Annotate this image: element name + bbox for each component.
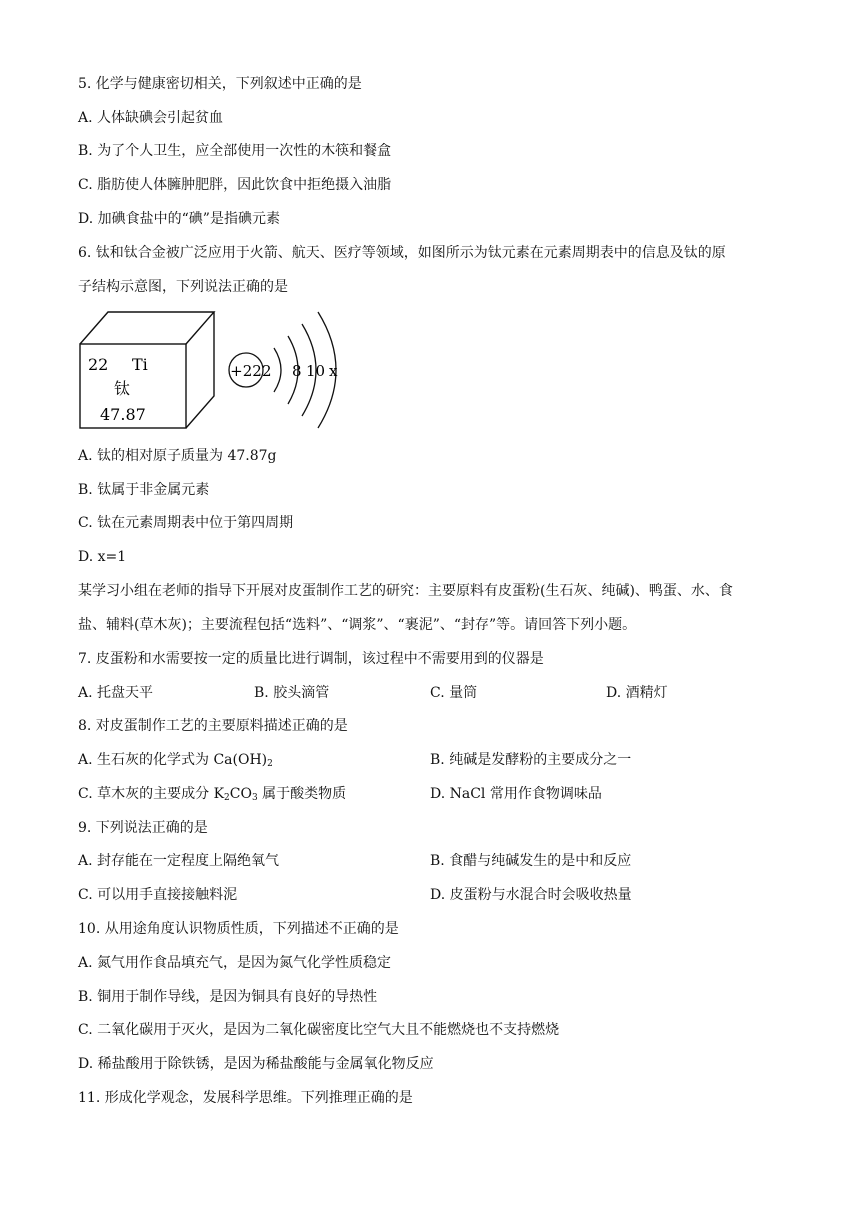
shell-2-electrons: 8 (292, 362, 302, 380)
q7-option-a: A. 托盘天平 (78, 685, 154, 701)
nucleus-charge: +22 (230, 362, 262, 380)
q9-option-b: B. 食醋与纯碱发生的是中和反应 (430, 853, 632, 869)
q6-option-c: C. 钛在元素周期表中位于第四周期 (78, 515, 294, 531)
q8-option-d: D. NaCl 常用作食物调味品 (430, 786, 602, 802)
q9-option-c: C. 可以用手直接接触料泥 (78, 887, 238, 903)
q7-stem: 7. 皮蛋粉和水需要按一定的质量比进行调制，该过程中不需要用到的仪器是 (78, 651, 544, 667)
q10-option-d: D. 稀盐酸用于除铁锈，是因为稀盐酸能与金属氧化物反应 (78, 1056, 434, 1072)
q10-option-c: C. 二氧化碳用于灭火，是因为二氧化碳密度比空气大且不能燃烧也不支持燃烧 (78, 1022, 560, 1038)
q8-option-b: B. 纯碱是发酵粉的主要成分之一 (430, 752, 632, 768)
q9-option-d: D. 皮蛋粉与水混合时会吸收热量 (430, 887, 632, 903)
titanium-element-diagram (78, 306, 378, 436)
q5-stem: 5. 化学与健康密切相关，下列叙述中正确的是 (78, 76, 362, 92)
q7-option-b: B. 胶头滴管 (254, 685, 330, 701)
q8-option-a: A. 生石灰的化学式为 $Ca(OH)_2$ (78, 752, 273, 769)
q8-stem: 8. 对皮蛋制作工艺的主要原料描述正确的是 (78, 718, 348, 734)
shell-4-electrons: x (329, 362, 338, 380)
q9-option-a: A. 封存能在一定程度上隔绝氧气 (78, 853, 280, 869)
q6-option-a: A. 钛的相对原子质量为 47.87g (78, 448, 277, 464)
electron-shells (274, 312, 336, 428)
q10-option-a: A. 氮气用作食品填充气，是因为氮气化学性质稳定 (78, 955, 392, 971)
element-symbol: Ti (132, 355, 148, 374)
q11-stem: 11. 形成化学观念，发展科学思维。下列推理正确的是 (78, 1090, 413, 1106)
q5-option-b: B. 为了个人卫生，应全部使用一次性的木筷和餐盒 (78, 143, 392, 159)
q5-option-d: D. 加碘食盐中的“碘”是指碘元素 (78, 211, 280, 227)
shell-3-electrons: 10 (306, 362, 326, 380)
atomic-number: 22 (88, 355, 109, 374)
passage-line2: 盐、辅料(草木灰)；主要流程包括“选料”、“调浆”、“裹泥”、“封存”等。请回答下列小题。 (78, 617, 637, 633)
passage-line1: 某学习小组在老师的指导下开展对皮蛋制作工艺的研究：主要原料有皮蛋粉(生石灰、纯碱)、鸭蛋、水、食 (78, 583, 733, 599)
atomic-mass: 47.87 (100, 405, 146, 424)
q5-option-c: C. 脂肪使人体臃肿肥胖，因此饮食中拒绝摄入油脂 (78, 177, 392, 193)
shell-1-electrons: 2 (262, 362, 272, 380)
q6-option-d: D. x=1 (78, 549, 127, 565)
q8-option-c: C. 草木灰的主要成分 $K_2CO_3$ 属于酸类物质 (78, 786, 347, 803)
q6-stem-line1: 6. 钛和钛合金被广泛应用于火箭、航天、医疗等领域，如图所示为钛元素在元素周期表中的信息及钛的原 (78, 245, 726, 261)
titanium-figure (78, 306, 378, 436)
element-name: 钛 (114, 379, 131, 398)
q6-stem-line2: 子结构示意图，下列说法正确的是 (78, 279, 288, 295)
q6-option-b: B. 钛属于非金属元素 (78, 482, 210, 498)
q9-stem: 9. 下列说法正确的是 (78, 820, 208, 836)
shell-arc-1 (274, 348, 281, 392)
q5-option-a: A. 人体缺碘会引起贫血 (78, 110, 224, 126)
q10-stem: 10. 从用途角度认识物质性质，下列描述不正确的是 (78, 921, 399, 937)
q7-option-c: C. 量筒 (430, 685, 478, 701)
q7-option-d: D. 酒精灯 (606, 685, 668, 701)
q10-option-b: B. 铜用于制作导线，是因为铜具有良好的导热性 (78, 989, 378, 1005)
